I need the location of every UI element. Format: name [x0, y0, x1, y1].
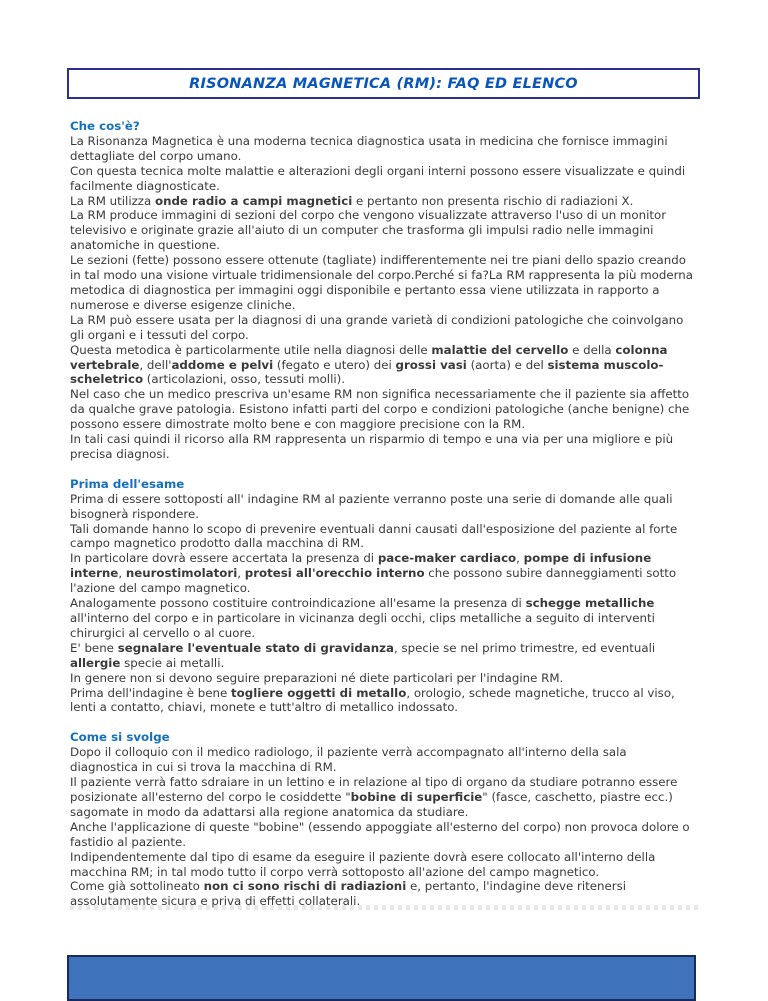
clipped-text-remnant	[70, 905, 698, 910]
text-run: Dopo il colloquio con il medico radiologo, il paziente verrà accompagnato all'interno della sala diagnostica in cui si trova la macchina di RM.	[70, 745, 627, 775]
bold-text-run: sistema muscolo-scheletrico	[70, 357, 664, 387]
paragraph	[70, 343, 698, 388]
text-run: ,	[516, 551, 524, 566]
text-run: e pertanto non presenta rischio di radiazioni X.	[352, 193, 634, 208]
paragraph	[70, 686, 698, 716]
text-run: Analogamente possono costituire controindicazione all'esame la presenza di	[70, 596, 526, 611]
paragraph	[70, 551, 698, 596]
text-run: In genere non si devono seguire preparazioni né diete particolari per l'indagine RM.	[70, 670, 564, 685]
paragraph	[70, 671, 698, 686]
paragraph	[70, 641, 698, 671]
text-run: La RM utilizza	[70, 193, 155, 208]
text-run: Nel caso che un medico prescriva un'esame RM non significa necessariamente che il paziente sia affetto da qualche grave patologia. Esistono infatti parti del corpo e condizioni patologiche (anche benigne) che possono essere dimostrate molto bene e con maggiore precisione con la RM.	[70, 387, 690, 432]
bold-text-run: onde radio a campi magnetici	[154, 193, 353, 208]
text-run: Prima dell'indagine è bene	[70, 685, 232, 700]
paragraph	[70, 313, 698, 343]
text-run: all'interno del corpo e in particolare in vicinanza degli occhi, clips metalliche a seguito di interventi chirurgici al cervello o al cuore.	[70, 611, 655, 640]
text-run: Il paziente verrà fatto sdraiare in un lettino e in relazione al tipo di organo da studiare potranno essere posizionate all'esterno del corpo le cosiddette "	[70, 775, 678, 804]
section	[70, 477, 698, 716]
text-run: , dell'	[139, 357, 172, 372]
text-run: Indipendentemente dal tipo di esame da eseguire il paziente dovrà esere collocato all'interno della macchina RM; in tal modo tutto il corpo verrà sottoposto all'azione del campo magnetico.	[70, 849, 656, 879]
section	[70, 730, 698, 909]
section-heading: Come si svolge	[70, 730, 170, 745]
text-run: specie ai metalli.	[120, 655, 225, 670]
section-heading: Che cos'è?	[70, 119, 140, 133]
bold-text-run: pompe di infusione interne	[70, 551, 652, 581]
section-heading: Prima dell'esame	[70, 476, 185, 491]
text-run: e, pertanto, l'indagine deve ritenersi assolutamente sicura e priva di effetti collaterali.	[70, 879, 627, 909]
bold-text-run: neurostimolatori	[125, 566, 238, 581]
text-run: Anche l'applicazione di queste "bobine" (essendo appoggiate all'esterno del corpo) non provoca dolore o fastidio al paziente.	[70, 819, 690, 849]
text-run: In particolare dovrà essere accertata la presenza di	[70, 551, 378, 566]
paragraph	[70, 522, 698, 552]
paragraph	[70, 596, 698, 641]
text-run: ,	[118, 566, 126, 581]
text-run: (fegato e utero) dei	[273, 357, 396, 372]
text-run: Questa metodica è particolarmente utile nella diagnosi delle	[70, 342, 432, 357]
paragraph	[70, 745, 698, 775]
text-run: , specie se nel primo trimestre, ed eventuali	[394, 640, 656, 655]
bold-text-run: addome e pelvi	[171, 357, 274, 372]
text-run: " (fasce, caschetto, piastre ecc.) sagomate in modo da adattarsi alla regione anatomica da studiare.	[70, 789, 673, 819]
bold-text-run: grossi vasi	[395, 357, 467, 372]
text-run: La Risonanza Magnetica è una moderna tecnica diagnostica usata in medicina che fornisce immagini dettagliate del corpo umano.	[70, 133, 668, 163]
text-run: (articolazioni, osso, tessuti molli).	[143, 372, 345, 387]
paragraph	[70, 194, 698, 209]
text-run: La RM può essere usata per la diagnosi di una grande varietà di condizioni patologiche che coinvolgano gli organi e i tessuti del corpo.	[70, 312, 684, 342]
text-run: In tali casi quindi il ricorso alla RM rappresenta un risparmio di tempo e una via per una migliore e più precisa diagnosi.	[70, 432, 674, 461]
paragraph	[70, 387, 698, 432]
paragraph	[70, 253, 698, 313]
text-run: ,	[237, 566, 245, 581]
paragraph	[70, 164, 698, 194]
text-run: E' bene	[70, 640, 118, 655]
bold-text-run: segnalare l'eventuale stato di gravidanza	[117, 640, 394, 655]
paragraph	[70, 820, 698, 850]
bold-text-run: allergie	[70, 655, 121, 670]
document-title: RISONANZA MAGNETICA (RM): FAQ ED ELENCO	[189, 75, 578, 92]
paragraph	[70, 432, 698, 462]
bold-text-run: schegge metalliche	[525, 596, 655, 611]
document-body	[70, 119, 698, 909]
text-run: Come già sottolineato	[70, 879, 204, 894]
bold-text-run: protesi all'orecchio interno	[244, 566, 425, 581]
paragraph	[70, 850, 698, 880]
next-section-banner	[67, 955, 696, 1001]
text-run: La RM produce immagini di sezioni del corpo che vengono visualizzate attraverso l'uso di un monitor televisivo e originate grazie all'aiuto di un computer che trasforma gli impulsi radio nelle immagini anatomiche in questione.	[70, 208, 667, 253]
bold-text-run: non ci sono rischi di radiazioni	[203, 879, 407, 894]
paragraph	[70, 208, 698, 253]
text-run: Con questa tecnica molte malattie e alterazioni degli organi interni possono essere visualizzate e quindi facilmente diagnosticate.	[70, 163, 686, 193]
paragraph	[70, 492, 698, 522]
text-run: Tali domande hanno lo scopo di prevenire eventuali danni causati dall'esposizione del paziente al forte campo magnetico prodotto dalla macchina di RM.	[70, 521, 678, 551]
section	[70, 119, 698, 462]
bold-text-run: colonna vertebrale	[70, 342, 668, 372]
text-run: e della	[568, 342, 616, 357]
bold-text-run: bobine di superficie	[350, 789, 483, 804]
paragraph	[70, 134, 698, 164]
bold-text-run: togliere oggetti di metallo	[231, 685, 407, 700]
document-title-box	[67, 68, 700, 99]
text-run: (aorta) e del	[466, 357, 548, 372]
text-run: che possono subire danneggiamenti sotto l'azione del campo magnetico.	[70, 566, 677, 596]
text-run: Le sezioni (fette) possono essere ottenute (tagliate) indifferentemente nei tre piani dello spazio creando in tal modo una visione virtuale tridimensionale del corpo.Perché si fa?La RM rappresenta la più moderna metodica di diagnostica per immagini oggi disponibile e pertanto essa viene utilizzata in rapporto a numerose e diverse esigenze cliniche.	[70, 253, 693, 312]
bold-text-run: malattie del cervello	[431, 342, 569, 357]
text-run: , orologio, schede magnetiche, trucco al viso, lenti a contatto, chiavi, monete e tutt'altro di metallico indossato.	[70, 685, 675, 715]
bold-text-run: pace-maker cardiaco	[377, 551, 517, 566]
text-run: Prima di essere sottoposti all' indagine RM al paziente verranno poste una serie di domande alle quali bisognerà rispondere.	[70, 491, 673, 521]
paragraph	[70, 775, 698, 820]
